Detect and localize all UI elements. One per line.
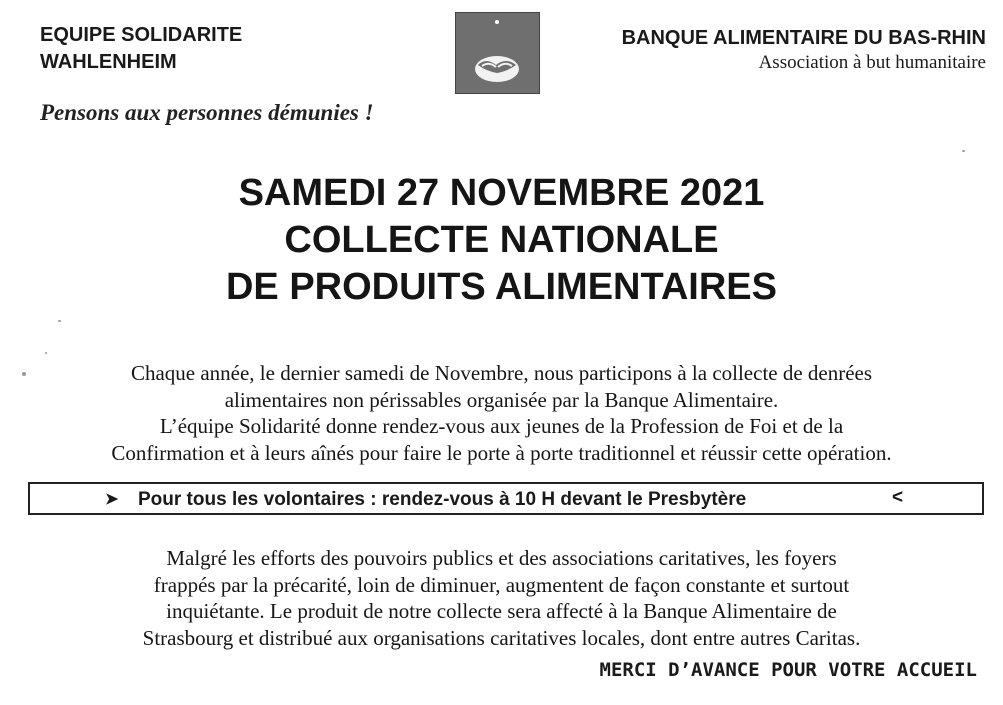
team-name bbox=[40, 22, 242, 76]
slogan: Pensons aux personnes démunies ! bbox=[40, 100, 374, 125]
headline-date: SAMEDI 27 NOVEMBRE 2021 bbox=[238, 172, 765, 214]
headline bbox=[0, 170, 1003, 311]
scan-speck bbox=[962, 150, 965, 152]
team-name-line1: EQUIPE SOLIDARITE bbox=[40, 24, 243, 46]
closing-thanks: MERCI D’AVANCE POUR VOTRE ACCUEIL bbox=[599, 659, 977, 681]
intro-line-1: Chaque année, le dernier samedi de Novembre, nous participons à la collecte de denrées bbox=[130, 361, 873, 385]
scan-speck bbox=[45, 352, 47, 354]
body-line-4: Strasbourg et distribué aux organisations caritatives locales, dont entre autres Caritas. bbox=[142, 625, 861, 650]
headline-event: COLLECTE NATIONALE bbox=[284, 219, 719, 261]
organization-name: BANQUE ALIMENTAIRE DU BAS-RHIN bbox=[621, 27, 986, 49]
scan-speck bbox=[22, 372, 26, 376]
body-line-2: frappés par la précarité, loin de diminuer, augmentent de façon constante et surtout bbox=[153, 572, 850, 597]
arrow-right-icon: ➤ bbox=[105, 491, 119, 508]
body-line-3: inquiétante. Le produit de notre collecte sera affecté à la Banque Alimentaire de bbox=[166, 599, 837, 623]
body-line-1: Malgré les efforts des pouvoirs publics et des associations caritatives, les foyers bbox=[166, 546, 837, 570]
scan-speck bbox=[58, 320, 61, 322]
arrow-left-icon: < bbox=[892, 487, 904, 508]
team-name-line2: WAHLENHEIM bbox=[40, 51, 177, 73]
body-paragraph bbox=[0, 545, 1003, 651]
organization-tagline: Association à but humanitaire bbox=[758, 52, 986, 73]
headline-subject: DE PRODUITS ALIMENTAIRES bbox=[225, 266, 778, 308]
intro-line-4: Confirmation et à leurs aînés pour faire le porte à porte traditionnel et réussir cette opération. bbox=[111, 440, 892, 465]
intro-line-2: alimentaires non périssables organisée par la Banque Alimentaire. bbox=[224, 387, 779, 412]
intro-paragraph bbox=[0, 360, 1003, 466]
volunteer-callout-text: Pour tous les volontaires : rendez-vous à 10 H devant le Presbytère bbox=[138, 489, 747, 510]
intro-line-3: L’équipe Solidarité donne rendez-vous aux jeunes de la Profession de Foi et de la bbox=[159, 414, 844, 438]
organization-block bbox=[622, 26, 986, 75]
volunteer-callout-box bbox=[28, 482, 984, 515]
food-bank-logo-icon bbox=[455, 12, 540, 94]
